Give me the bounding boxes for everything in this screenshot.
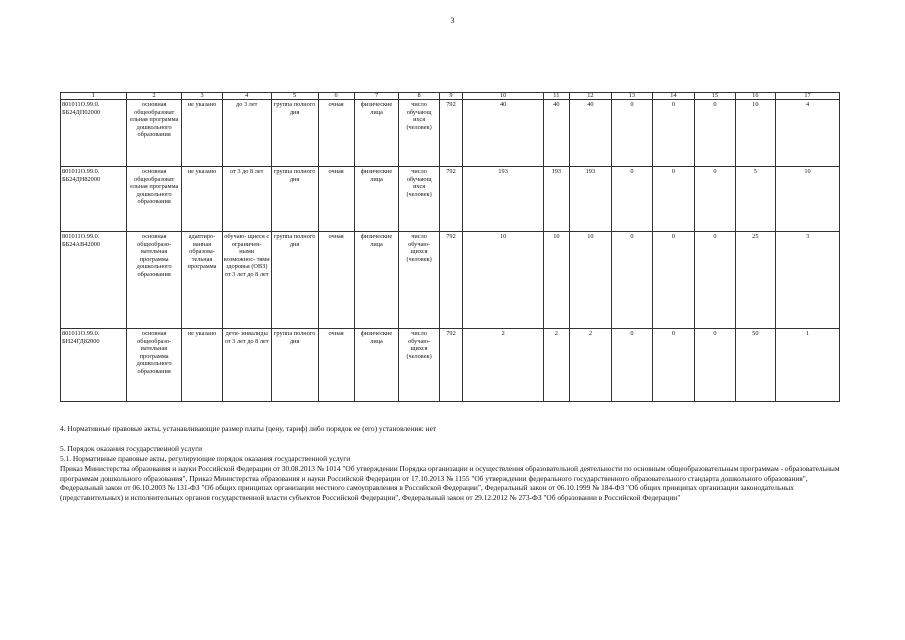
- table-cell: не указано: [182, 329, 222, 402]
- table-cell: очная: [318, 100, 354, 167]
- table-row: [61, 167, 840, 232]
- table-cell: 792: [439, 232, 462, 329]
- table-cell: 0: [652, 232, 695, 329]
- table-cell: физические лица: [354, 167, 399, 232]
- table-cell: 10: [776, 167, 840, 232]
- table-cell: 792: [439, 167, 462, 232]
- table-cell: 40: [569, 100, 612, 167]
- table-cell: 2: [569, 329, 612, 402]
- table-cell: очная: [318, 329, 354, 402]
- table-cell: 0: [652, 100, 695, 167]
- column-header-5: 5: [271, 93, 318, 100]
- column-header-13: 13: [612, 93, 652, 100]
- table-cell: 1: [776, 329, 840, 402]
- table-cell: 0: [695, 232, 735, 329]
- section-4-text: 4. Нормативные правовые акты, устанавливающие размер платы (цену, тариф) либо порядок ее (его) установления: нет: [60, 424, 437, 433]
- header-row: [61, 93, 840, 100]
- table-cell: основная общеобразо- вательная программа дошкольного образования: [126, 232, 181, 329]
- table-cell: от 3 до 8 лет: [222, 167, 271, 232]
- table-cell: очная: [318, 232, 354, 329]
- table-cell: 801011О.99.0. БН24ГД82000: [61, 329, 127, 402]
- table-cell: 0: [612, 100, 652, 167]
- table-cell: 0: [695, 100, 735, 167]
- table-cell: физические лица: [354, 329, 399, 402]
- section-5-1-title: 5.1. Нормативные правовые акты, регулирующие порядок оказания государственной услуги: [60, 454, 351, 463]
- table-cell: 0: [695, 167, 735, 232]
- table-cell: группа полного дня: [271, 100, 318, 167]
- column-header-16: 16: [735, 93, 775, 100]
- table-cell: адаптиро- ванная образова- тельная программа: [182, 232, 222, 329]
- column-header-12: 12: [569, 93, 612, 100]
- column-header-8: 8: [399, 93, 439, 100]
- table-cell: 193: [569, 167, 612, 232]
- column-header-11: 11: [544, 93, 570, 100]
- table-cell: 2: [544, 329, 570, 402]
- table-cell: 3: [776, 232, 840, 329]
- table-cell: основная общеобразоват ельная программа дошкольного образования: [126, 167, 181, 232]
- table-cell: 193: [544, 167, 570, 232]
- table-cell: 0: [652, 167, 695, 232]
- column-header-17: 17: [776, 93, 840, 100]
- table-cell: 2: [463, 329, 544, 402]
- page-number: 3: [450, 16, 455, 25]
- table-row: [61, 329, 840, 402]
- table-cell: 0: [695, 329, 735, 402]
- table-cell: 801011О.99.0. ББ24ДН82000: [61, 167, 127, 232]
- table-cell: дети- инвалиды от 3 лет до 8 лет: [222, 329, 271, 402]
- table-cell: 4: [776, 100, 840, 167]
- table-cell: до 3 лет: [222, 100, 271, 167]
- table-cell: число обучающ ихся (человек): [399, 100, 439, 167]
- table-cell: 0: [652, 329, 695, 402]
- table-cell: 10: [544, 232, 570, 329]
- column-header-2: 2: [126, 93, 181, 100]
- table-cell: группа полного дня: [271, 232, 318, 329]
- table-cell: не указано: [182, 100, 222, 167]
- table-cell: не указано: [182, 167, 222, 232]
- table-cell: 5: [735, 167, 775, 232]
- table-cell: 25: [735, 232, 775, 329]
- table-cell: 193: [463, 167, 544, 232]
- table-cell: обучаю- щиеся с ограничен- ными возможнос- тями здоровья (ОВЗ) от 3 лет до 8 лет: [222, 232, 271, 329]
- table-cell: 40: [463, 100, 544, 167]
- table-cell: группа полного дня: [271, 167, 318, 232]
- table-cell: основная общеобразоват ельная программа дошкольного образования: [126, 100, 181, 167]
- table-cell: 10: [735, 100, 775, 167]
- section-5-1-body: Приказ Министерства образования и науки Российской Федерации от 30.08.2013 № 1014 "Об утверждении Порядка организации и осуществления образовательной деятельности по основным общеобразовательным программам - образовательным программам дошкольного образования", Приказ Министерства образования и науки Российской Федерации от 17.10.2013 № 1155 "Об утверждении федерального государственного образовательного стандарта дошкольного образования", Федеральный закон от 06.10.2003 № 131-ФЗ "Об общих принципах организации местного самоуправления в Российской Федерации", Федеральный закон от 06.10.1999 № 184-ФЗ "Об общих принципах организации законодательных (представительных) и исполнительных органов государственной власти субъектов Российской Федерации", Федеральный закон от 29.12.2012 № 273-ФЗ "Об образовании в Российской Федерации": [60, 464, 840, 502]
- table-cell: группа полного дня: [271, 329, 318, 402]
- section-5-title: 5. Порядок оказания государственной услуги: [60, 444, 203, 453]
- table-cell: физические лица: [354, 232, 399, 329]
- column-header-7: 7: [354, 93, 399, 100]
- table-cell: 792: [439, 100, 462, 167]
- table-cell: очная: [318, 167, 354, 232]
- table-cell: 801011О.99.0. ББ24АВ42000: [61, 232, 127, 329]
- table-cell: 40: [544, 100, 570, 167]
- indicators-table: [60, 92, 840, 402]
- column-header-10: 10: [463, 93, 544, 100]
- table-cell: 0: [612, 329, 652, 402]
- table-cell: 10: [463, 232, 544, 329]
- table-cell: физические лица: [354, 100, 399, 167]
- table-cell: 792: [439, 329, 462, 402]
- column-header-4: 4: [222, 93, 271, 100]
- table-row: [61, 232, 840, 329]
- column-header-15: 15: [695, 93, 735, 100]
- table-cell: 50: [735, 329, 775, 402]
- column-header-3: 3: [182, 93, 222, 100]
- column-header-9: 9: [439, 93, 462, 100]
- table-cell: 10: [569, 232, 612, 329]
- column-header-14: 14: [652, 93, 695, 100]
- table-row: [61, 100, 840, 167]
- table-cell: 0: [612, 167, 652, 232]
- table-cell: число обучаю- щихся (человек): [399, 329, 439, 402]
- table-cell: число обучаю- щихся (человек): [399, 232, 439, 329]
- column-header-6: 6: [318, 93, 354, 100]
- table-cell: 801011О.99.0. ББ24ДП02000: [61, 100, 127, 167]
- table-cell: основная общеобразо- вательная программа дошкольного образования: [126, 329, 181, 402]
- column-header-1: 1: [61, 93, 127, 100]
- table-cell: 0: [612, 232, 652, 329]
- table-cell: число обучающ ихся (человек): [399, 167, 439, 232]
